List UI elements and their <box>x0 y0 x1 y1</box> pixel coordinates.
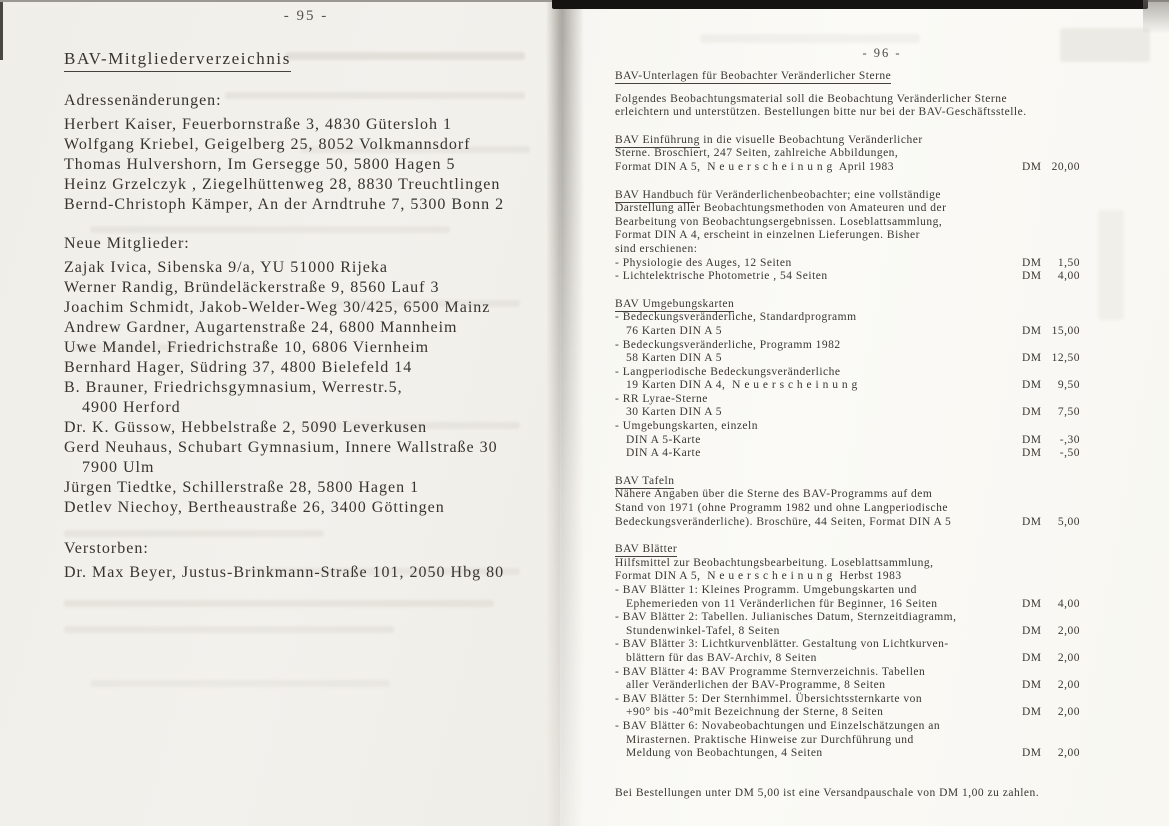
price <box>1022 379 1080 393</box>
section-heading: BAV Tafeln <box>615 474 675 487</box>
catalog-line: - Lichtelektrische Photometrie , 54 Seiten <box>615 270 828 283</box>
catalog-line: Stand von 1971 (ohne Programm 1982 und ohne Langperiodische <box>615 502 948 515</box>
catalog-line: Ephemerieden von 11 Veränderlichen für Beginner, 16 Seiten <box>626 597 938 610</box>
catalog-line: Nähere Angaben über die Sterne des BAV-Programms auf dem <box>615 488 933 501</box>
member-line: Thomas Hulvershorn, Im Gersegge 50, 5800 Hagen 5 <box>64 156 456 173</box>
price <box>1022 434 1080 448</box>
intro-line: Folgendes Beobachtungsmaterial soll die Beobachtung Veränderlicher Sterne <box>615 92 1008 105</box>
catalog-line: DIN A 5-Karte <box>626 433 701 446</box>
catalog-line: Bearbeitung von Beobachtungsergebnissen. Loseblattsammlung, <box>615 215 943 228</box>
member-line: Andrew Gardner, Augartenstraße 24, 6800 Mannheim <box>64 319 458 336</box>
page-title-members: BAV-Mitgliederverzeichnis <box>64 49 291 72</box>
price-amount: 20,00 <box>1051 160 1080 173</box>
member-line: Bernhard Hager, Südring 37, 4800 Bielefeld 14 <box>64 359 413 376</box>
price <box>1022 625 1080 639</box>
catalog-line: aller Veränderlichen der BAV-Programme, 8 Seiten <box>626 679 886 692</box>
catalog-line: - Langperiodische Bedeckungsveränderliche <box>615 365 841 378</box>
price <box>1022 406 1080 420</box>
price <box>1022 598 1080 612</box>
heading-new-members: Neue Mitglieder: <box>64 235 190 252</box>
price-amount: 4,00 <box>1057 270 1080 283</box>
catalog-line: - Bedeckungsveränderliche, Standardprogramm <box>615 311 857 324</box>
catalog-line: Darstellung aller Beobachtungsmethoden von Amateuren und der <box>615 202 947 215</box>
catalog-line: - BAV Blätter 3: Lichtkurvenblätter. Gestaltung von Lichtkurven- <box>615 638 949 651</box>
page-number-right: - 96 - <box>862 46 902 60</box>
new-members-list <box>64 258 548 518</box>
price <box>1022 352 1080 366</box>
section-bav-tafeln <box>615 475 1149 529</box>
currency-label: DM <box>1022 352 1042 365</box>
price-amount: -,50 <box>1059 447 1080 460</box>
catalog-line: sind erschienen: <box>615 242 698 255</box>
catalog-line: Sterne. Broschiert, 247 Seiten, zahlreiche Abbildungen, <box>615 147 899 160</box>
price-amount: 5,00 <box>1057 515 1080 528</box>
member-line: Dr. Max Beyer, Justus-Brinkmann-Straße 101, 2050 Hbg 80 <box>64 564 505 581</box>
currency-label: DM <box>1022 624 1042 637</box>
currency-label: DM <box>1022 651 1042 664</box>
shipping-note: Bei Bestellungen unter DM 5,00 ist eine Versandpauschale von DM 1,00 zu zahlen. <box>615 786 1040 799</box>
price-amount: 15,00 <box>1051 324 1080 337</box>
scan-corner-shade <box>1143 0 1169 34</box>
page-96 <box>560 0 1169 826</box>
member-line: B. Brauner, Friedrichsgymnasium, Werrestr.5, <box>64 379 403 396</box>
section-bav-handbuch <box>615 189 1149 284</box>
price-amount: -,30 <box>1059 433 1080 446</box>
catalog-line: Stundenwinkel-Tafel, 8 Seiten <box>626 624 780 637</box>
member-line: Gerd Neuhaus, Schubart Gymnasium, Innere Wallstraße 30 <box>64 439 498 456</box>
price <box>1022 325 1080 339</box>
price <box>1022 161 1080 175</box>
price <box>1022 679 1080 693</box>
member-line: Heinz Grzelczyk , Ziegelhüttenweg 28, 8830 Treuchtlingen <box>64 176 501 193</box>
catalog-line: - BAV Blätter 2: Tabellen. Julianisches Datum, Sternzeitdiagramm, <box>615 611 957 624</box>
price-amount: 2,00 <box>1057 747 1080 760</box>
address-changes-list <box>64 115 548 215</box>
catalog-line: - BAV Blätter 6: Novabeobachtungen und Einzelschätzungen an <box>615 719 941 732</box>
intro-paragraph <box>615 93 1149 120</box>
catalog-line: 58 Karten DIN A 5 <box>626 352 723 365</box>
price <box>1022 516 1080 530</box>
price <box>1022 447 1080 461</box>
catalog-line: 19 Karten DIN A 4, N e u e r s c h e i n u n g <box>626 379 858 392</box>
intro-line: erleichtern und unterstützen. Bestellungen bitte nur bei der BAV-Geschäftsstelle. <box>615 106 1027 119</box>
catalog-line: Format DIN A 4, erscheint in einzelnen Lieferungen. Bisher <box>615 229 920 242</box>
currency-label: DM <box>1022 324 1042 337</box>
catalog-line: 76 Karten DIN A 5 <box>626 324 723 337</box>
catalog-line: Bedeckungsveränderliche). Broschüre, 44 Seiten, Format DIN A 5 <box>615 515 952 528</box>
currency-label: DM <box>1022 256 1042 269</box>
member-line: Joachim Schmidt, Jakob-Welder-Weg 30/425, 6500 Mainz <box>64 299 491 316</box>
price-amount: 4,00 <box>1057 597 1080 610</box>
price-amount: 1,50 <box>1057 256 1080 269</box>
member-line: Uwe Mandel, Friedrichstraße 10, 6806 Viernheim <box>64 339 430 356</box>
price <box>1022 257 1080 271</box>
price <box>1022 270 1080 284</box>
page-95 <box>0 0 560 826</box>
price-amount: 2,00 <box>1057 679 1080 692</box>
catalog-line: Format DIN A 5, N e u e r s c h e i n u n g April 1983 <box>615 160 895 173</box>
catalog-line: blättern für das BAV-Archiv, 8 Seiten <box>626 651 817 664</box>
currency-label: DM <box>1022 406 1042 419</box>
catalog-line: - BAV Blätter 5: Der Sternhimmel. Übersichtssternkarte von <box>615 692 923 705</box>
section-heading: BAV Umgebungskarten <box>615 297 735 310</box>
currency-label: DM <box>1022 597 1042 610</box>
section-bav-einfuehrung <box>615 134 1149 175</box>
currency-label: DM <box>1022 379 1042 392</box>
catalog-line: - RR Lyrae-Sterne <box>615 392 708 405</box>
member-line: Herbert Kaiser, Feuerbornstraße 3, 4830 Gütersloh 1 <box>64 116 453 133</box>
price <box>1022 706 1080 720</box>
catalog-line: - Umgebungskarten, einzeln <box>615 420 758 433</box>
catalog-line: +90° bis -40°mit Bezeichnung der Sterne, 8 Seiten <box>626 706 884 719</box>
currency-label: DM <box>1022 270 1042 283</box>
currency-label: DM <box>1022 447 1042 460</box>
catalog-line: - Physiologie des Auges, 12 Seiten <box>615 256 792 269</box>
catalog-line: DIN A 4-Karte <box>626 447 701 460</box>
price-amount: 9,50 <box>1057 379 1080 392</box>
page-number-left: - 95 - <box>283 8 329 24</box>
heading-address-changes: Adressenänderungen: <box>64 92 222 109</box>
section-heading: BAV Einführung in die visuelle Beobachtung Veränderlicher <box>615 133 923 146</box>
section-heading: BAV Handbuch für Veränderlichenbeobachter; eine vollständige <box>615 188 942 201</box>
price <box>1022 747 1080 761</box>
member-line: Werner Randig, Bründeläckerstraße 9, 8560 Lauf 3 <box>64 279 440 296</box>
currency-label: DM <box>1022 160 1042 173</box>
member-line: Zajak Ivica, Sibenska 9/a, YU 51000 Rijeka <box>64 259 388 276</box>
catalog-line: Mirasternen. Praktische Hinweise zur Durchführung und <box>626 733 914 746</box>
member-line-continuation: 7900 Ulm <box>82 459 155 476</box>
currency-label: DM <box>1022 747 1042 760</box>
price-amount: 12,50 <box>1051 352 1080 365</box>
catalog-line: - Bedeckungsveränderliche, Programm 1982 <box>615 338 841 351</box>
currency-label: DM <box>1022 515 1042 528</box>
book-gutter-shadow <box>546 0 584 826</box>
member-line: Detlev Niechoy, Bertheaustraße 26, 3400 Göttingen <box>64 499 445 516</box>
scan-left-edge-line <box>0 2 3 60</box>
price-amount: 2,00 <box>1057 706 1080 719</box>
currency-label: DM <box>1022 433 1042 446</box>
deceased-list <box>64 563 548 583</box>
catalog-line: Hilfsmittel zur Beobachtungsbearbeitung. Loseblattsammlung, <box>615 556 934 569</box>
page-title-catalog: BAV-Unterlagen für Beobachter Veränderlicher Sterne <box>615 70 892 82</box>
heading-deceased: Verstorben: <box>64 540 149 557</box>
member-line: Wolfgang Kriebel, Geigelberg 25, 8052 Volkmannsdorf <box>64 136 471 153</box>
catalog-line: Format DIN A 5, N e u e r s c h e i n u n g Herbst 1983 <box>615 570 902 583</box>
currency-label: DM <box>1022 706 1042 719</box>
currency-label: DM <box>1022 679 1042 692</box>
price-amount: 7,50 <box>1057 406 1080 419</box>
catalog-line: - BAV Blätter 1: Kleines Programm. Umgebungskarten und <box>615 584 917 596</box>
section-bav-blaetter <box>615 543 1149 761</box>
member-line: Dr. K. Güssow, Hebbelstraße 2, 5090 Leverkusen <box>64 419 428 436</box>
price <box>1022 652 1080 666</box>
catalog-line: Meldung von Beobachtungen, 4 Seiten <box>626 747 823 760</box>
price-amount: 2,00 <box>1057 624 1080 637</box>
section-heading: BAV Blätter <box>615 543 678 556</box>
catalog-line: 30 Karten DIN A 5 <box>626 406 723 419</box>
scan-top-black-bar <box>552 0 1148 9</box>
section-bav-umgebungskarten <box>615 298 1149 461</box>
member-line-continuation: 4900 Herford <box>82 399 181 416</box>
price-amount: 2,00 <box>1057 651 1080 664</box>
catalog-line: - BAV Blätter 4: BAV Programme Sternverzeichnis. Tabellen <box>615 665 926 678</box>
member-line: Jürgen Tiedtke, Schillerstraße 28, 5800 Hagen 1 <box>64 479 420 496</box>
member-line: Bernd-Christoph Kämper, An der Arndtruhe 7, 5300 Bonn 2 <box>64 196 505 213</box>
